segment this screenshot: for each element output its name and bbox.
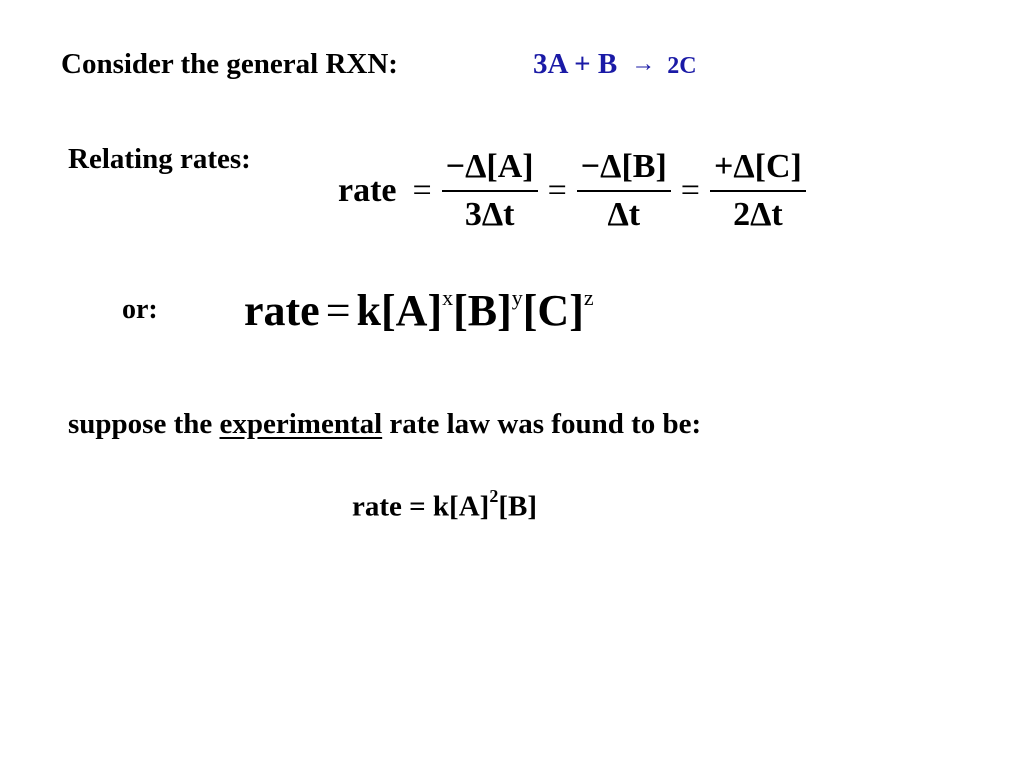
relating-rates-equation <box>338 150 806 232</box>
reaction-heading: Consider the general RXN: <box>61 48 398 80</box>
experimental-suffix: [B] <box>498 490 537 523</box>
experimental-rate-law <box>352 486 537 524</box>
law-equals-sign: = <box>325 286 351 335</box>
equals-sign: = <box>412 172 432 209</box>
reaction-product: 2C <box>667 53 697 79</box>
fraction-a-denominator: 3Δt <box>464 196 515 233</box>
suppose-prefix: suppose the <box>68 408 213 440</box>
fraction-a <box>442 148 538 234</box>
rate-word: rate <box>338 172 397 209</box>
reaction-equation <box>533 48 697 81</box>
equals-sign: = <box>680 172 700 209</box>
law-b: [B] <box>453 286 512 335</box>
experimental-exponent: 2 <box>489 486 499 506</box>
law-c: [C] <box>522 286 584 335</box>
reaction-reactants: 3A + B <box>533 48 618 80</box>
fraction-c <box>710 148 806 234</box>
law-exponent-x: x <box>442 285 454 311</box>
fraction-c-numerator: +Δ[C] <box>713 148 802 185</box>
law-rate-word: rate <box>244 286 320 335</box>
fraction-b-numerator: −Δ[B] <box>580 148 667 185</box>
reaction-arrow-icon: → <box>631 51 656 77</box>
experimental-prefix: rate = k[A] <box>352 490 490 523</box>
law-k-a: k[A] <box>356 286 443 335</box>
suppose-underlined-word: experimental <box>219 408 383 440</box>
fraction-b <box>577 148 671 234</box>
or-label: or: <box>122 294 158 325</box>
equals-sign: = <box>547 172 567 209</box>
relating-rates-label: Relating rates: <box>68 143 251 175</box>
fraction-b-denominator: Δt <box>607 196 641 233</box>
fraction-a-numerator: −Δ[A] <box>445 148 534 185</box>
general-rate-law <box>244 285 594 336</box>
law-exponent-z: z <box>583 285 594 311</box>
law-exponent-y: y <box>511 285 523 311</box>
fraction-c-denominator: 2Δt <box>733 196 783 233</box>
suppose-suffix: rate law was found to be: <box>389 408 702 440</box>
suppose-statement <box>68 408 701 441</box>
